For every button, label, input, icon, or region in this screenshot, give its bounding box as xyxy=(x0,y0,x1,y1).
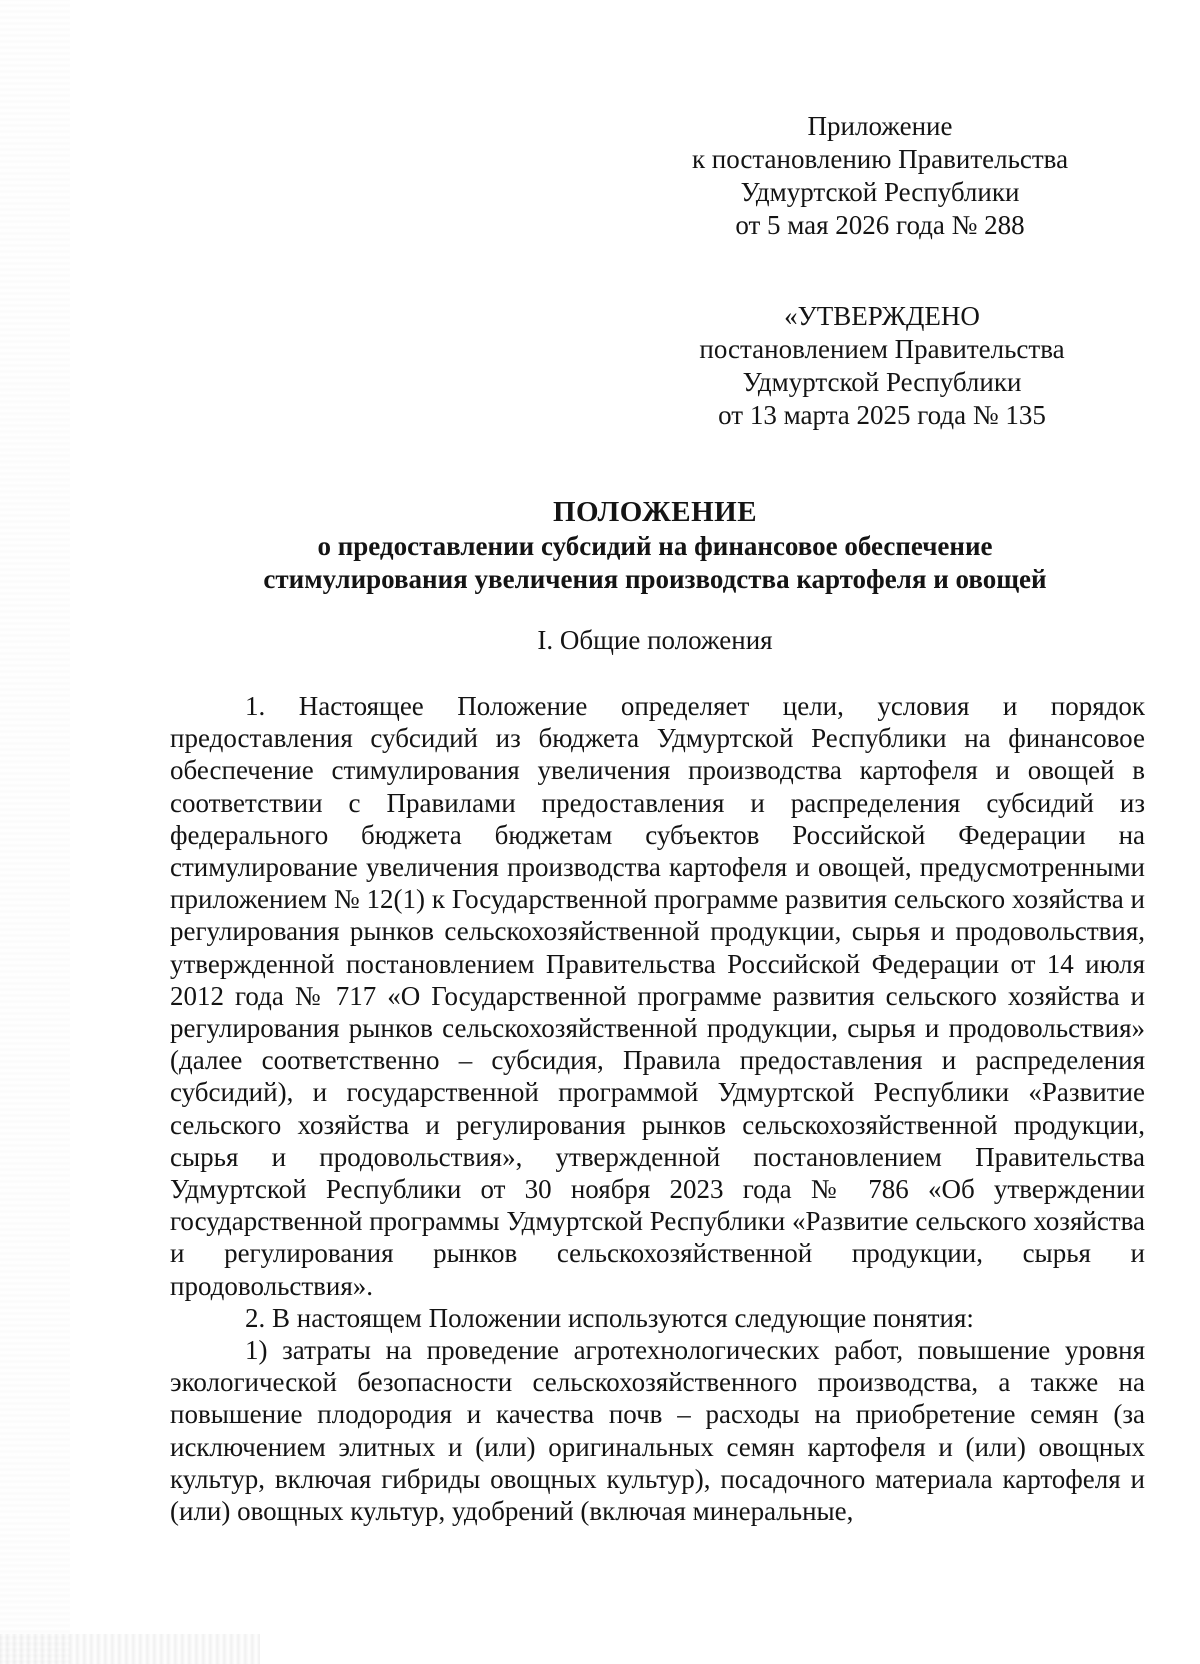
attachment-block xyxy=(660,110,1100,242)
title-subtitle: о предоставлении субсидий на финансовое обеспечение xyxy=(317,531,993,561)
approval-line: «УТВЕРЖДЕНО xyxy=(784,301,980,331)
scan-noise-bottom xyxy=(0,1634,260,1664)
section-heading: I. Общие положения xyxy=(537,625,773,655)
document-title xyxy=(165,494,1145,596)
body-text xyxy=(170,690,1145,1527)
paragraph: 1. Настоящее Положение определяет цели, условия и порядок предоставления субсидий из бюджета Удмуртской Республики на финансовое обеспечение стимулирования увеличения производства картофеля и овощей в соответствии с Правилами предоставления и распределения субсидий из федерального бюджета бюджетам субъектов Российской Федерации на стимулирование увеличения производства картофеля и овощей, предусмотренными приложением № 12(1) к Государственной программе развития сельского хозяйства и регулирования рынков сельскохозяйственной продукции, сырья и продовольствия, утвержденной постановлением Правительства Российской Федерации от 14 июля 2012 года № 717 «О Государственной программе развития сельского хозяйства и регулирования рынков сельскохозяйственной продукции, сырья и продовольствия» (далее соответственно – субсидия, Правила предоставления и распределения субсидий), и государственной программой Удмуртской Республики «Развитие сельского хозяйства и регулирования рынков сельскохозяйственной продукции, сырья и продовольствия», утвержденной постановлением Правительства Удмуртской Республики от 30 ноября 2023 года № 786 «Об утверждении государственной программы Удмуртской Республики «Развитие сельского хозяйства и регулирования рынков сельскохозяйственной продукции, сырья и продовольствия». xyxy=(170,691,1145,1301)
approval-line: от 13 марта 2025 года № 135 xyxy=(718,400,1046,430)
paragraph: 1) затраты на проведение агротехнологических работ, повышение уровня экологической безопасности сельскохозяйственного производства, а также на повышение плодородия и качества почв – расходы на приобретение семян (за исключением элитных и (или) оригинальных семян картофеля и (или) овощных культур, включая гибриды овощных культур), посадочного материала картофеля и (или) овощных культур, удобрений (включая минеральные, xyxy=(170,1335,1145,1527)
attachment-line: Приложение xyxy=(807,111,953,141)
attachment-line: Удмуртской Республики xyxy=(740,177,1020,207)
approval-line: Удмуртской Республики xyxy=(742,367,1022,397)
title-subtitle: стимулирования увеличения производства картофеля и овощей xyxy=(263,564,1047,594)
approval-block xyxy=(662,300,1102,432)
attachment-line: от 5 мая 2026 года № 288 xyxy=(735,210,1025,240)
title-main: ПОЛОЖЕНИЕ xyxy=(552,496,758,528)
approval-line: постановлением Правительства xyxy=(699,334,1065,364)
attachment-line: к постановлению Правительства xyxy=(691,144,1069,174)
paragraph: 2. В настоящем Положении используются следующие понятия: xyxy=(245,1302,974,1333)
scan-noise-left xyxy=(0,0,70,1664)
